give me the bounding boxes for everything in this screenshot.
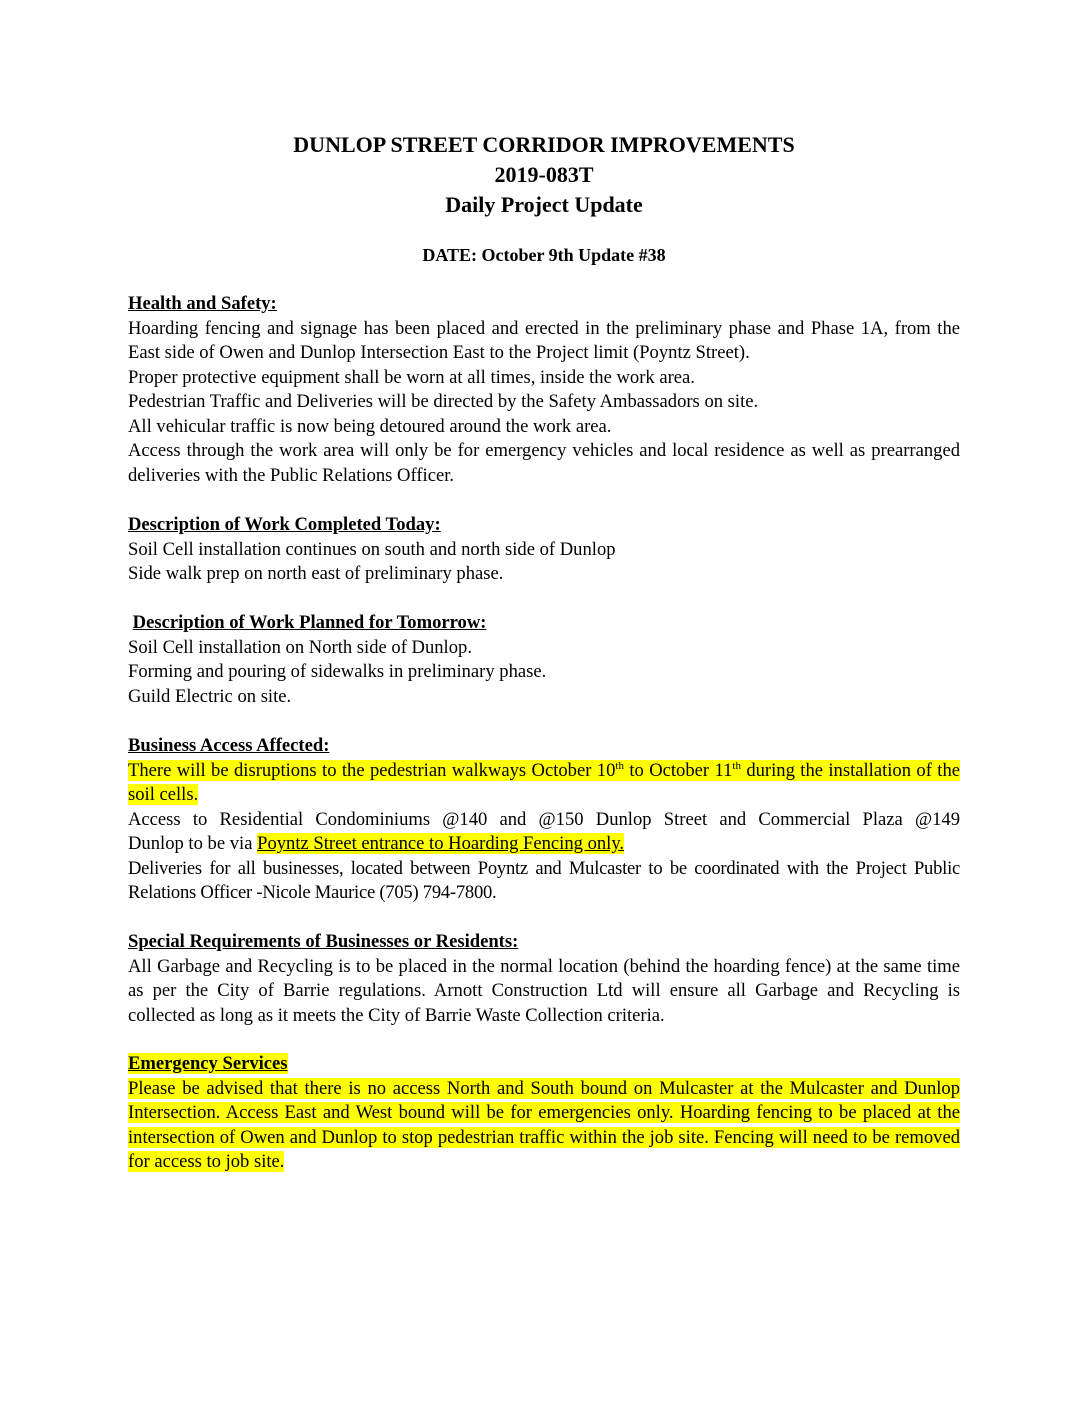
- paragraph-disruptions: [128, 759, 960, 808]
- section-heading-line: [128, 611, 960, 636]
- superscript: th: [615, 759, 624, 772]
- text-run: during the installation of the soil cells.: [128, 759, 960, 805]
- paragraph: Hoarding fencing and signage has been placed and erected in the preliminary phase and Phase 1A, from the East side of Owen and Dunlop Intersection East to the Project limit (Poyntz Street).: [128, 317, 960, 363]
- paragraph-access-line2: [128, 832, 960, 857]
- text-run: Dunlop to be via: [128, 833, 258, 854]
- list-item: Forming and pouring of sidewalks in preliminary phase.: [128, 661, 547, 682]
- section-heading: Description of Work Planned for Tomorrow:: [132, 612, 487, 633]
- section-heading: Health and Safety:: [128, 293, 277, 314]
- paragraph: Deliveries for all businesses, located between Poyntz and Mulcaster to be coordinated with the Project Public Relations Officer -Nicole Maurice (705) 794-7800.: [128, 857, 960, 903]
- highlighted-underlined-text: Poyntz Street entrance to Hoarding Fencing only.: [257, 833, 625, 854]
- section-heading: Business Access Affected:: [128, 735, 330, 756]
- section-special-requirements: [128, 930, 960, 1028]
- list-item: Guild Electric on site.: [128, 685, 292, 707]
- highlighted-text: [128, 760, 960, 806]
- highlighted-text: Please be advised that there is no access North and South bound on Mulcaster at the Mulcaster and Dunlop Intersection. Access East and West bound will be for emergencies only. Hoarding fencing to be placed at the intersection of Owen and Dunlop to stop pedestrian traffic within the job site. Fencing will need to be removed for access to job site.: [128, 1077, 960, 1172]
- document-title: DUNLOP STREET CORRIDOR IMPROVEMENTS: [293, 132, 795, 157]
- paragraph: [128, 1077, 960, 1175]
- list-item: Soil Cell installation continues on south and north side of Dunlop: [128, 538, 616, 560]
- paragraph: Access through the work area will only be for emergency vehicles and local residence as well as prearranged deliveries with the Public Relations Officer.: [128, 440, 960, 486]
- paragraph: Proper protective equipment shall be worn at all times, inside the work area.: [128, 366, 695, 388]
- paragraph: All Garbage and Recycling is to be placed in the normal location (behind the hoarding fence) at the same time as per the City of Barrie regulations. Arnott Construction Ltd will ensure all Garbage and Recycling is collected as long as it meets the City of Barrie Waste Collection criteria.: [128, 955, 960, 1026]
- section-heading: Description of Work Completed Today:: [128, 514, 441, 535]
- section-heading-line: [128, 1052, 960, 1077]
- paragraph-access-line1: Access to Residential Condominiums @140 and @150 Dunlop Street and Commercial Plaza @149: [128, 808, 960, 830]
- document-header: [128, 130, 960, 220]
- text-run: There will be disruptions to the pedestrian walkways October 10: [128, 759, 616, 781]
- section-business-access: [128, 734, 960, 906]
- paragraph: Pedestrian Traffic and Deliveries will be directed by the Safety Ambassadors on site.: [128, 391, 759, 412]
- project-number: 2019-083T: [494, 162, 594, 187]
- section-emergency-services: [128, 1052, 960, 1175]
- date-line: DATE: October 9th Update #38: [422, 245, 666, 265]
- paragraph: All vehicular traffic is now being detoured around the work area.: [128, 415, 612, 437]
- section-heading: Emergency Services: [128, 1053, 288, 1074]
- list-item: Soil Cell installation on North side of Dunlop.: [128, 636, 472, 658]
- document-subtitle: Daily Project Update: [445, 192, 643, 217]
- superscript: th: [732, 759, 741, 772]
- section-heading: Special Requirements of Businesses or Residents:: [128, 931, 519, 952]
- text-run: to October 11: [623, 759, 733, 781]
- section-work-planned: [128, 611, 960, 709]
- list-item: Side walk prep on north east of preliminary phase.: [128, 563, 504, 584]
- section-health-safety: [128, 292, 960, 488]
- section-work-completed: [128, 513, 960, 587]
